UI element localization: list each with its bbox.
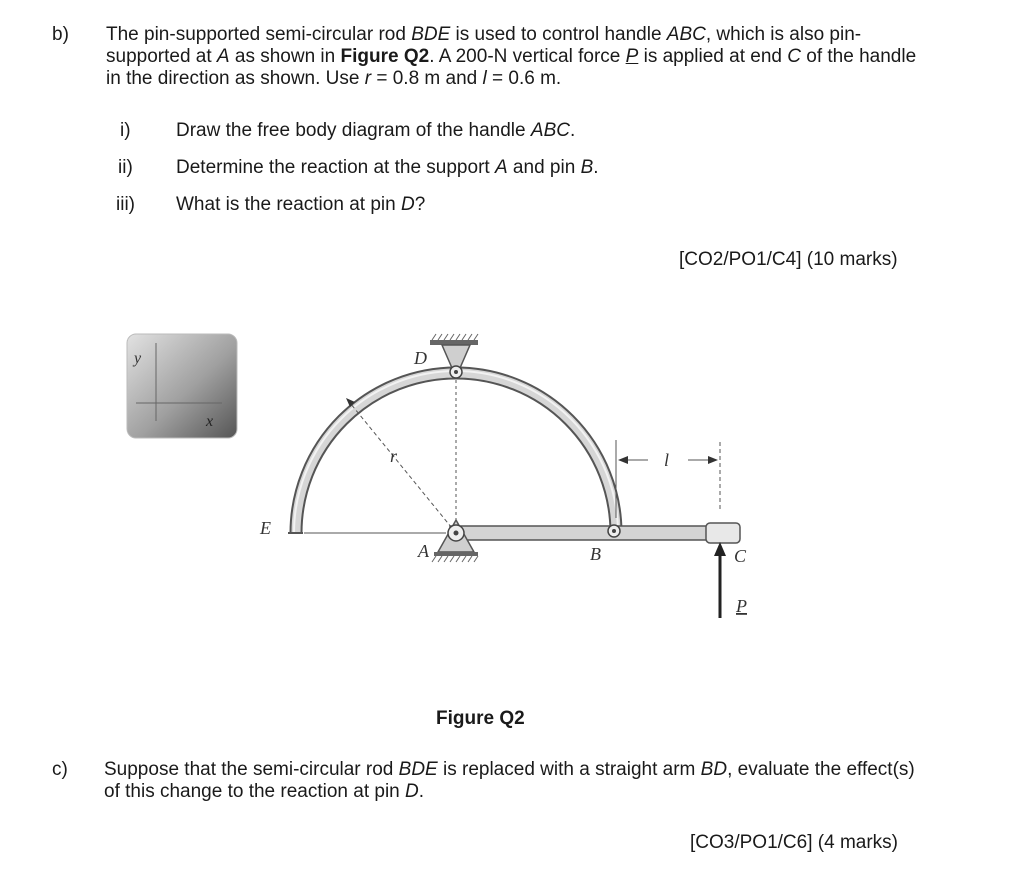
label-l: l	[664, 450, 670, 470]
axis-x-label: x	[206, 413, 214, 430]
axis-icon	[126, 333, 238, 439]
mechanism-diagram	[240, 330, 770, 630]
axis-y-label: y	[134, 350, 142, 367]
label-d: D	[414, 348, 427, 368]
part-c-marks: [CO3/PO1/C6] (4 marks)	[690, 832, 898, 853]
item-i-label: i)	[120, 120, 131, 141]
part-b-label: b)	[52, 24, 69, 45]
label-c: C	[734, 546, 747, 566]
label-r: r	[390, 446, 398, 466]
item-iii-label: iii)	[116, 194, 135, 215]
label-a: A	[418, 541, 429, 561]
pin-d-support	[442, 345, 470, 368]
handle-grip	[706, 523, 740, 543]
item-ii-text: Determine the reaction at the support A and pin B.	[176, 157, 599, 178]
part-b-marks: [CO2/PO1/C4] (10 marks)	[679, 249, 898, 270]
label-e: E	[260, 518, 271, 538]
part-c-label: c)	[52, 759, 68, 780]
figure-caption: Figure Q2	[436, 708, 525, 729]
part-c-text: Suppose that the semi-circular rod BDE is replaced with a straight arm BD, evaluate the effect(s) of this change to the reaction at pin D.	[104, 759, 915, 802]
item-i-text: Draw the free body diagram of the handle ABC.	[176, 120, 576, 141]
item-ii-label: ii)	[118, 157, 133, 178]
handle-abc	[450, 526, 716, 540]
label-b: B	[590, 544, 601, 564]
part-b-text: The pin-supported semi-circular rod BDE is used to control handle ABC, which is also pin-supported at A as shown in Figure Q2. A 200-N vertical force P is applied at end C of the handle in the direction as shown. Use r = 0.8 m and l = 0.6 m.	[106, 24, 917, 89]
item-iii-text: What is the reaction at pin D?	[176, 194, 426, 215]
label-p: P	[736, 596, 747, 616]
